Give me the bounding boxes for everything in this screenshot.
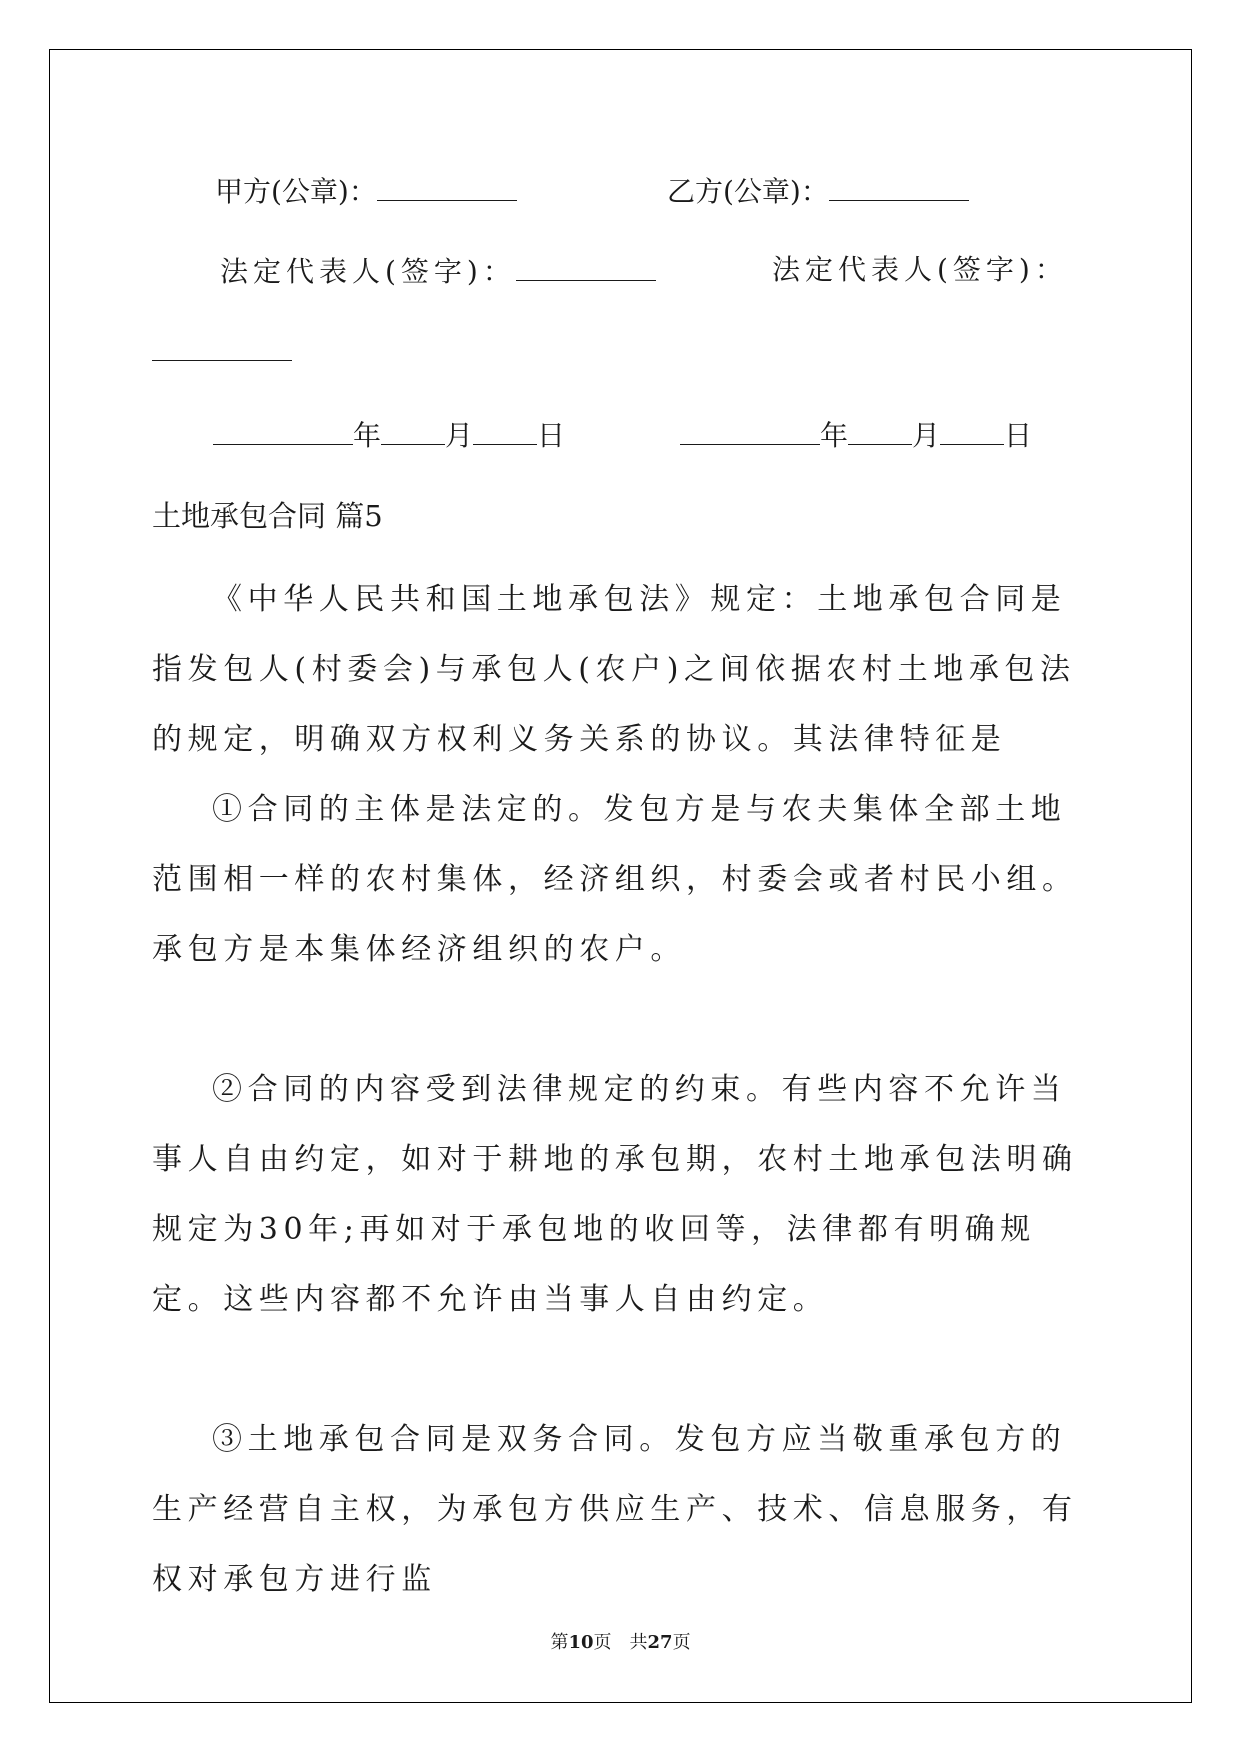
legal-rep-b-blank — [152, 336, 292, 361]
date-b-day-blank — [940, 420, 1004, 445]
footer-total-pages: 27 — [647, 1632, 673, 1653]
date-b-year-blank — [680, 420, 820, 445]
party-b-seal-blank — [829, 176, 969, 201]
date-b-year: 年 — [820, 419, 849, 452]
legal-rep-b-line — [772, 253, 1068, 286]
date-b-line — [680, 420, 1032, 450]
party-a-seal-line — [215, 176, 517, 206]
party-b-seal-label: 乙方(公章)： — [667, 175, 829, 208]
party-b-seal-line — [667, 176, 969, 206]
footer-suffix: 页 — [672, 1632, 691, 1653]
date-b-month: 月 — [912, 419, 941, 452]
legal-rep-b-blank-line — [152, 336, 292, 366]
date-a-month: 月 — [445, 419, 474, 452]
date-a-day-blank — [473, 420, 537, 445]
date-a-year-blank — [213, 420, 353, 445]
legal-rep-a-label: 法定代表人(签字)： — [220, 255, 516, 288]
section-title: 土地承包合同 篇5 — [152, 499, 383, 533]
footer-page-number: 10 — [568, 1632, 594, 1653]
date-a-line — [213, 420, 565, 450]
paragraph-point-3: ③土地承包合同是双务合同。发包方应当敬重承包方的生产经营自主权，为承包方供应生产、技术、信息服务，有权对承包方进行监 — [152, 1422, 1078, 1597]
party-a-seal-label: 甲方(公章)： — [215, 175, 377, 208]
date-a-day: 日 — [537, 419, 566, 452]
footer-prefix: 第 — [550, 1632, 569, 1653]
legal-rep-a-line — [220, 256, 656, 286]
legal-rep-a-blank — [516, 256, 656, 281]
party-a-seal-blank — [377, 176, 517, 201]
legal-rep-b-label: 法定代表人(签字)： — [772, 253, 1068, 286]
paragraph-intro: 《中华人民共和国土地承包法》规定：土地承包合同是指发包人(村委会)与承包人(农户)之间依据农村土地承包法的规定，明确双方权利义务关系的协议。其法律特征是 — [152, 582, 1076, 757]
date-b-month-blank — [848, 420, 912, 445]
date-a-year: 年 — [353, 419, 382, 452]
paragraph-point-2: ②合同的内容受到法律规定的约束。有些内容不允许当事人自由约定，如对于耕地的承包期，农村土地承包法明确规定为30年;再如对于承包地的收回等，法律都有明确规定。这些内容都不允许由当事人自由约定。 — [152, 1072, 1078, 1317]
footer-mid: 页 共 — [593, 1632, 648, 1653]
page-footer — [0, 1628, 1241, 1654]
paragraph-point-1: ①合同的主体是法定的。发包方是与农夫集体全部土地范围相一样的农村集体，经济组织，村委会或者村民小组。承包方是本集体经济组织的农户。 — [152, 792, 1078, 967]
date-a-month-blank — [381, 420, 445, 445]
date-b-day: 日 — [1004, 419, 1033, 452]
